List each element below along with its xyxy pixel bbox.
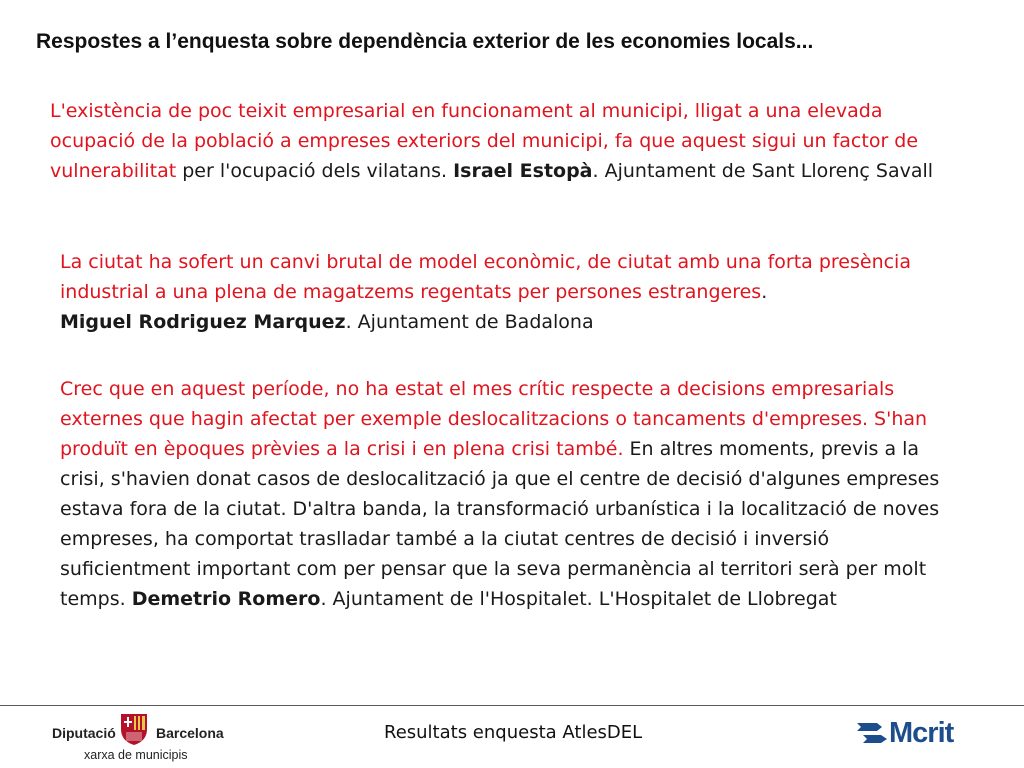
footer-caption: Resultats enquesta AtlesDEL [384,722,643,743]
mcrit-logo [857,719,977,749]
quote-red-text: Crec que en aquest període, no ha estat el mes crític respecte a decisions empresarials externes que hagin afectat per exemple deslocalitzacions o tancaments d'empreses. S'han produït en èpoques prèvies a la crisi i en plena crisi també. [60,378,928,460]
mcrit-arrows-icon [857,720,889,746]
logo-subtitle: xarxa de municipis [84,748,188,762]
quote-red-text: La ciutat ha sofert un canvi brutal de model econòmic, de ciutat amb una forta presència industrial a una plena de magatzems regentats per persones estrangeres [60,251,911,303]
quote-organization: . Ajuntament de Sant Llorenç Savall [592,160,934,182]
footer-divider [0,705,1024,706]
quote-author: Miguel Rodriguez Marquez [60,311,346,333]
quote-plain-text: . [761,281,768,303]
quote-organization: . Ajuntament de Badalona [345,311,594,333]
logo-word-barcelona: Barcelona [156,725,224,741]
quote-plain-text: En altres moments, previs a la crisi, s'havien donat casos de deslocalització ja que el centre de decisió d'algunes empreses estava fora de la ciutat. D'altra banda, la transformació urbanística i la localització de noves empreses, ha comportat traslladar també a la ciutat centres de decisió i inversió suficientment important com per pensar que la seva permanència al territori serà per molt temps. [60,438,940,610]
mcrit-wordmark: Mcrit [889,717,954,749]
quote-organization: . Ajuntament de l'Hospitalet. L'Hospitalet de Llobregat [320,588,837,610]
quote-romero [60,374,960,614]
quote-author: Israel Estopà [453,160,593,182]
diputacio-shield-icon [118,712,150,746]
quote-rodriguez [60,247,960,337]
logo-word-diputacio: Diputació [52,725,116,741]
slide-title: Respostes a l’enquesta sobre dependència exterior de les economies locals... [36,30,814,53]
quote-plain-text: per l'ocupació dels vilatans. [176,160,454,182]
quote-estopa [50,96,950,186]
quote-red-text: L'existència de poc teixit empresarial en funcionament al municipi, lligat a una elevada ocupació de la població a empreses exteriors del municipi, fa que aquest sigui un factor de vulnerabilitat [50,100,919,182]
quote-author: Demetrio Romero [131,588,321,610]
diputacio-barcelona-logo [50,711,240,763]
